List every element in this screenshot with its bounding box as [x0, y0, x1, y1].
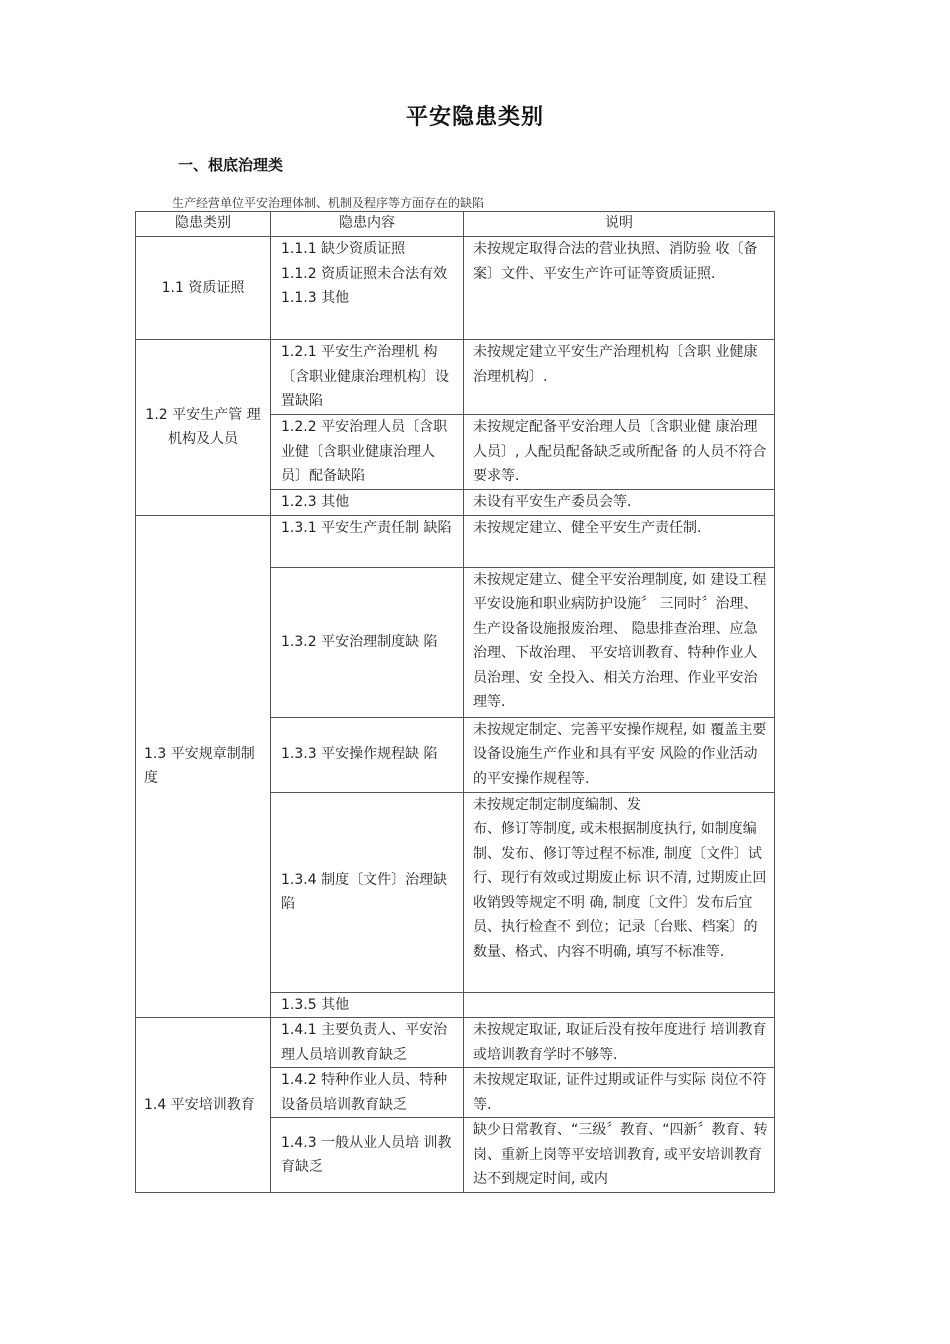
description-cell: 缺少日常教育、“三级〞教育、“四新〞教育、转岗、重新上岗等平安培训教育, 或平安培训教育达不到规定时间, 或内 [464, 1118, 775, 1193]
content-cell: 1.3.3 平安操作规程缺 陷 [271, 717, 464, 792]
table-caption: 生产经营单位平安治理体制、机制及程序等方面存在的缺陷 [172, 196, 485, 210]
table-row [136, 237, 775, 340]
content-cell: 1.4.3 一般从业人员培 训教育缺乏 [271, 1118, 464, 1193]
description-cell: 未按规定制定、完善平安操作规程, 如 覆盖主要设备设施生产作业和具有平安 风险的作业活动的平安操作规程等. [464, 717, 775, 792]
content-cell: 1.4.2 特种作业人员、特种设备员培训教育缺乏 [271, 1068, 464, 1118]
content-cell: 1.2.3 其他 [271, 490, 464, 516]
header-category: 隐患类别 [136, 212, 271, 237]
table-header-row [136, 212, 775, 237]
category-cell: 1.2 平安生产管 理机构及人员 [136, 340, 271, 516]
content-cell: 1.1.1 缺少资质证照 1.1.2 资质证照未合法有效 1.1.3 其他 [271, 237, 464, 340]
header-content: 隐患内容 [271, 212, 464, 237]
header-description: 说明 [464, 212, 775, 237]
table-row [136, 1018, 775, 1068]
description-cell: 未按规定建立、健全平安生产责任制. [464, 515, 775, 567]
description-cell: 未按规定建立平安生产治理机构〔含职 业健康治理机构〕. [464, 340, 775, 415]
description-cell: 未按规定取得合法的营业执照、消防验 收〔备案〕文件、平安生产许可证等资质证照. [464, 237, 775, 340]
description-cell: 未按规定配备平安治理人员〔含职业健 康治理人员〕, 人配员配备缺乏或所配备 的人员不符合要求等. [464, 415, 775, 490]
description-cell: 未设有平安生产委员会等. [464, 490, 775, 516]
table-row [136, 515, 775, 567]
content-cell: 1.2.1 平安生产治理机 构〔含职业健康治理机构〕设置缺陷 [271, 340, 464, 415]
content-cell: 1.4.1 主要负责人、平安治理人员培训教育缺乏 [271, 1018, 464, 1068]
content-cell: 1.2.2 平安治理人员〔含职业健〔含职业健康治理人员〕配备缺陷 [271, 415, 464, 490]
category-cell: 1.1 资质证照 [136, 237, 271, 340]
hazard-category-table [135, 211, 775, 1193]
section-heading: 一、根底治理类 [178, 156, 284, 174]
content-cell: 1.3.4 制度〔文件〕治理缺陷 [271, 792, 464, 992]
description-cell: 未按规定制定制度编制、发 布、修订等制度, 或未根据制度执行, 如制度编制、发布、修订等过程不标准, 制度〔文件〕试行、现行有效或过期废止标 识不清, 过期废止回收销毁等规定不明 确, 制度〔文件〕发布后宜员、执行检查不 到位；记录〔台账、档案〕的数量、格式、内容不明确, 填写不标准等. [464, 792, 775, 992]
table-row [136, 340, 775, 415]
description-cell: 未按规定取证, 证件过期或证件与实际 岗位不符等. [464, 1068, 775, 1118]
description-cell [464, 992, 775, 1018]
description-cell: 未按规定取证, 取证后没有按年度进行 培训教育或培训教育学时不够等. [464, 1018, 775, 1068]
content-cell: 1.3.1 平安生产责任制 缺陷 [271, 515, 464, 567]
document-title: 平安隐患类别 [405, 105, 544, 130]
content-cell: 1.3.2 平安治理制度缺 陷 [271, 567, 464, 717]
category-cell: 1.4 平安培训教育 [136, 1018, 271, 1193]
description-cell: 未按规定建立、健全平安治理制度, 如 建设工程平安设施和职业病防护设施〞 三同时〞治理、生产设备设施报废治理、 隐患排查治理、应急治理、下故治理、 平安培训教育、特种作业人员治理、安 全投入、相关方治理、作业平安治理等. [464, 567, 775, 717]
category-cell: 1.3 平安规章制制度 [136, 515, 271, 1018]
content-cell: 1.3.5 其他 [271, 992, 464, 1018]
